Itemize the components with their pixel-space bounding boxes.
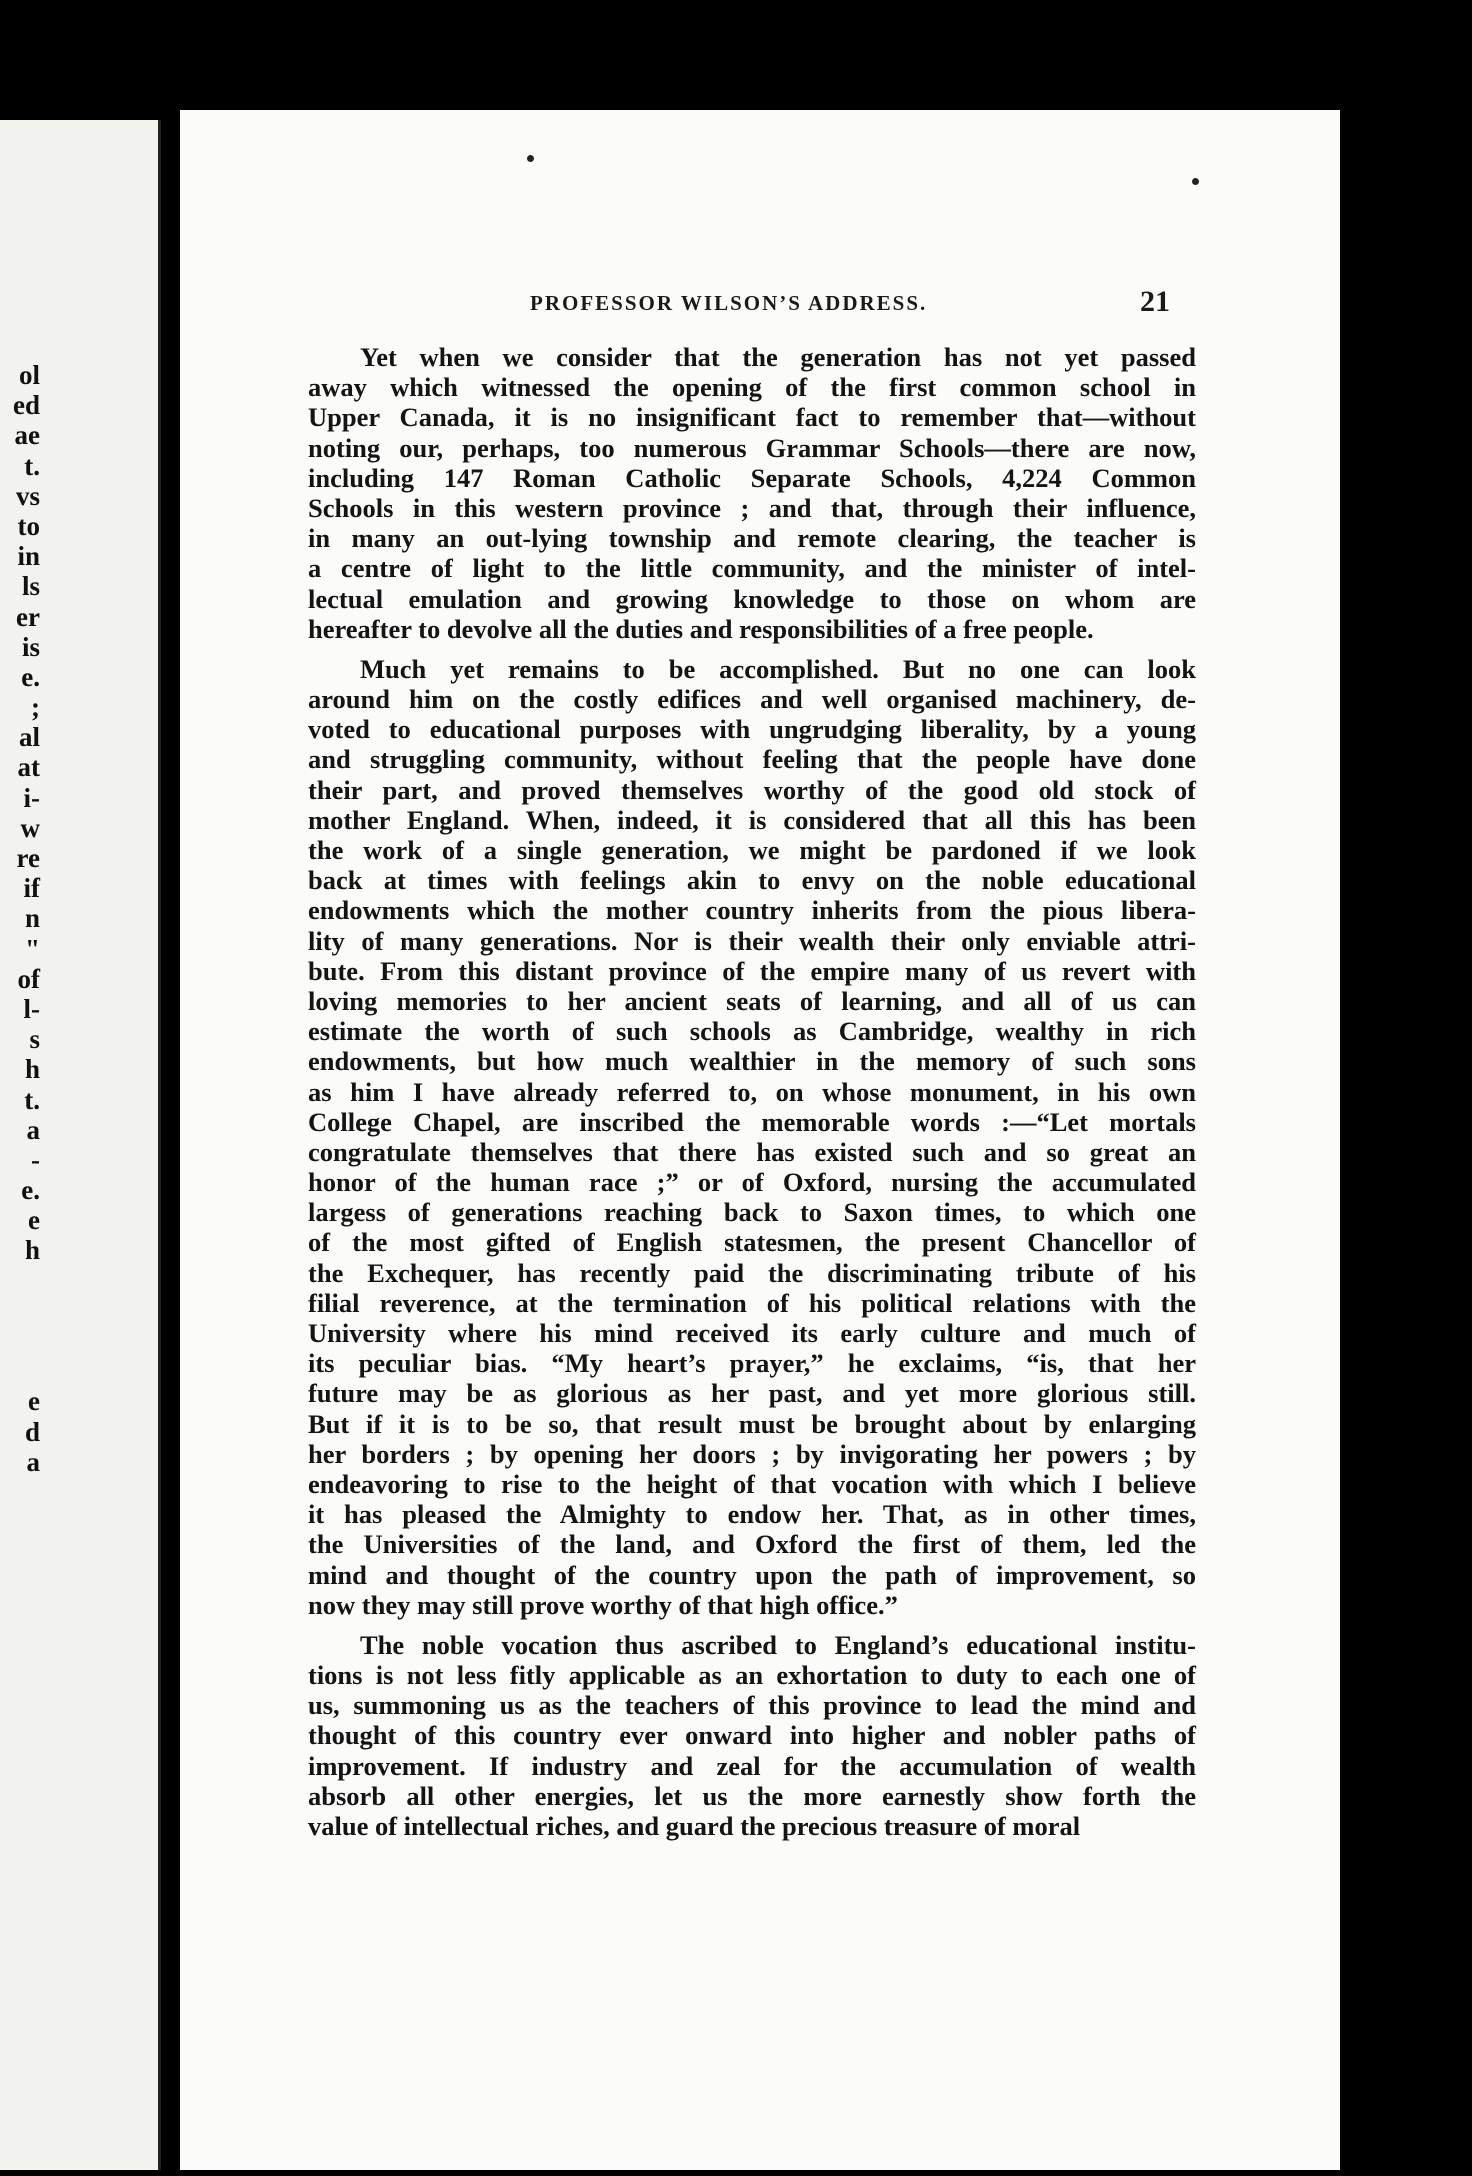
left-page-fragment: e bbox=[28, 1205, 40, 1236]
text-line: lity of many generations. Nor is their wealth their only enviable attri- bbox=[308, 925, 1196, 956]
left-page-fragment: h bbox=[24, 1235, 40, 1266]
text-line: Much yet remains to be accomplished. But no one can look bbox=[360, 653, 1196, 684]
left-page-text-fragments bbox=[13, 360, 40, 1477]
left-page-fragment: i- bbox=[23, 782, 40, 813]
text-line: it has pleased the Almighty to endow her. That, as in other times, bbox=[308, 1499, 1196, 1530]
left-page-fragment: - bbox=[31, 1144, 40, 1175]
paragraph bbox=[308, 1630, 1196, 1841]
speck-mark bbox=[1192, 178, 1199, 185]
speck-mark bbox=[527, 155, 534, 162]
text-line: largess of generations reaching back to Saxon times, to which one bbox=[308, 1197, 1196, 1228]
text-line: mother England. When, indeed, it is considered that all this has been bbox=[308, 804, 1196, 835]
text-line: around him on the costly edifices and well organised machinery, de- bbox=[308, 684, 1196, 715]
left-page-fragment: if bbox=[23, 873, 40, 904]
text-line: as him I have already referred to, on whose monument, in his own bbox=[308, 1076, 1196, 1107]
text-line: hereafter to devolve all the duties and responsibilities of a free people. bbox=[308, 613, 1094, 644]
text-line: Upper Canada, it is no insignificant fact to remember that—without bbox=[308, 402, 1196, 433]
left-page-fragment: n bbox=[24, 903, 40, 934]
text-line: estimate the worth of such schools as Cambridge, wealthy in rich bbox=[308, 1016, 1196, 1047]
text-line: value of intellectual riches, and guard the precious treasure of moral bbox=[308, 1811, 1081, 1841]
text-line: endowments, but how much wealthier in the memory of such sons bbox=[308, 1046, 1196, 1077]
text-line: endowments which the mother country inherits from the pious libera- bbox=[308, 895, 1196, 926]
text-line: filial reverence, at the termination of his political relations with the bbox=[308, 1287, 1196, 1318]
left-page-fragment: is bbox=[21, 631, 40, 662]
left-page-fragment bbox=[13, 1296, 40, 1326]
text-line: including 147 Roman Catholic Separate Schools, 4,224 Common bbox=[308, 462, 1196, 493]
text-line: loving memories to her ancient seats of learning, and all of us can bbox=[308, 985, 1196, 1016]
text-line: now they may still prove worthy of that high office.” bbox=[308, 1589, 898, 1620]
text-line: endeavoring to rise to the height of that vocation with which I believe bbox=[308, 1468, 1196, 1499]
text-line: University where his mind received its early culture and much of bbox=[308, 1318, 1196, 1348]
body-text bbox=[308, 342, 1196, 1841]
book-page bbox=[180, 110, 1340, 2170]
left-page-fragment: s bbox=[29, 1024, 40, 1055]
left-page-fragment: vs bbox=[15, 480, 40, 511]
left-page-fragment: d bbox=[24, 1416, 40, 1447]
text-line: their part, and proved themselves worthy of the good old stock of bbox=[308, 774, 1196, 805]
left-page-fragment: w bbox=[20, 812, 40, 843]
text-line: But if it is to be so, that result must be brought about by enlarging bbox=[308, 1408, 1196, 1439]
text-line: noting our, perhaps, too numerous Grammar Schools—there are now, bbox=[308, 432, 1196, 463]
left-page-fragment: ol bbox=[18, 360, 40, 390]
text-line: mind and thought of the country upon the path of improvement, so bbox=[308, 1559, 1196, 1590]
running-head bbox=[180, 285, 1340, 325]
left-page-fragment: of bbox=[17, 963, 40, 994]
text-line: a centre of light to the little community, and the minister of intel- bbox=[308, 553, 1196, 584]
text-line: in many an out-lying township and remote clearing, the teacher is bbox=[308, 523, 1196, 554]
paragraph bbox=[308, 342, 1196, 644]
left-page-fragment: ; bbox=[31, 692, 40, 723]
text-line: absorb all other energies, let us the more earnestly show forth the bbox=[308, 1780, 1196, 1811]
text-line: future may be as glorious as her past, and yet more glorious still. bbox=[308, 1378, 1196, 1409]
left-page-fragment: e. bbox=[21, 661, 40, 692]
left-page-fragment: re bbox=[16, 843, 40, 873]
left-page-fragment: ae bbox=[14, 420, 40, 451]
text-line: College Chapel, are inscribed the memorable words :—“Let mortals bbox=[308, 1106, 1196, 1137]
text-line: and struggling community, without feeling that the people have done bbox=[308, 744, 1196, 775]
left-page-fragment: to bbox=[17, 510, 40, 541]
text-line: its peculiar bias. “My heart’s prayer,” he exclaims, “is, that her bbox=[308, 1348, 1196, 1379]
left-page-fragment bbox=[13, 1326, 40, 1356]
left-page-fragment: al bbox=[18, 722, 40, 753]
text-line: us, summoning us as the teachers of this province to lead the mind and bbox=[308, 1690, 1196, 1721]
text-line: bute. From this distant province of the empire many of us revert with bbox=[308, 955, 1196, 986]
text-line: the work of a single generation, we might be pardoned if we look bbox=[308, 835, 1196, 865]
left-page-fragment: t. bbox=[24, 1084, 40, 1115]
left-page-fragment bbox=[13, 1266, 40, 1296]
page-number: 21 bbox=[1140, 285, 1170, 318]
text-line: The noble vocation thus ascribed to England’s educational institu- bbox=[360, 1629, 1196, 1660]
running-title: PROFESSOR WILSON’S ADDRESS. bbox=[530, 291, 928, 315]
left-page-edge bbox=[0, 120, 161, 2170]
left-page-fragment: e. bbox=[21, 1175, 40, 1206]
left-page-fragment bbox=[13, 1356, 40, 1386]
paragraph bbox=[308, 654, 1196, 1620]
left-page-fragment: h bbox=[24, 1054, 40, 1085]
left-page-fragment: at bbox=[17, 752, 40, 783]
left-page-fragment: in bbox=[17, 541, 40, 572]
text-line: away which witnessed the opening of the first common school in bbox=[308, 372, 1196, 403]
text-line: back at times with feelings akin to envy on the noble educational bbox=[308, 865, 1196, 896]
paragraph-gap bbox=[308, 1620, 1196, 1630]
text-line: the Universities of the land, and Oxford the first of them, led the bbox=[308, 1529, 1196, 1560]
left-page-fragment: l- bbox=[23, 993, 40, 1024]
text-line: tions is not less fitly applicable as an exhortation to duty to each one of bbox=[308, 1660, 1196, 1691]
text-line: Yet when we consider that the generation has not yet passed bbox=[360, 342, 1196, 372]
text-line: voted to educational purposes with ungrudging liberality, by a young bbox=[308, 714, 1196, 745]
text-line: her borders ; by opening her doors ; by invigorating her powers ; by bbox=[308, 1438, 1196, 1469]
left-page-fragment: er bbox=[16, 601, 40, 632]
left-page-fragment: a bbox=[26, 1114, 40, 1145]
left-page-fragment: " bbox=[25, 933, 40, 964]
left-page-fragment: e bbox=[28, 1386, 40, 1417]
text-line: improvement. If industry and zeal for the accumulation of wealth bbox=[308, 1750, 1196, 1781]
text-line: congratulate themselves that there has existed such and so great an bbox=[308, 1136, 1196, 1167]
text-line: the Exchequer, has recently paid the discriminating tribute of his bbox=[308, 1257, 1196, 1288]
text-line: honor of the human race ;” or of Oxford, nursing the accumulated bbox=[308, 1167, 1196, 1198]
left-page-fragment: ls bbox=[21, 571, 40, 602]
paragraph-gap bbox=[308, 644, 1196, 654]
left-page-fragment: a bbox=[26, 1446, 40, 1477]
left-page-fragment: ed bbox=[13, 390, 40, 421]
text-line: lectual emulation and growing knowledge to those on whom are bbox=[308, 583, 1196, 614]
text-line: of the most gifted of English statesmen, the present Chancellor of bbox=[308, 1227, 1196, 1258]
text-line: thought of this country ever onward into higher and nobler paths of bbox=[308, 1720, 1196, 1751]
text-line: Schools in this western province ; and that, through their influence, bbox=[308, 492, 1196, 523]
left-page-fragment: t. bbox=[24, 450, 40, 481]
